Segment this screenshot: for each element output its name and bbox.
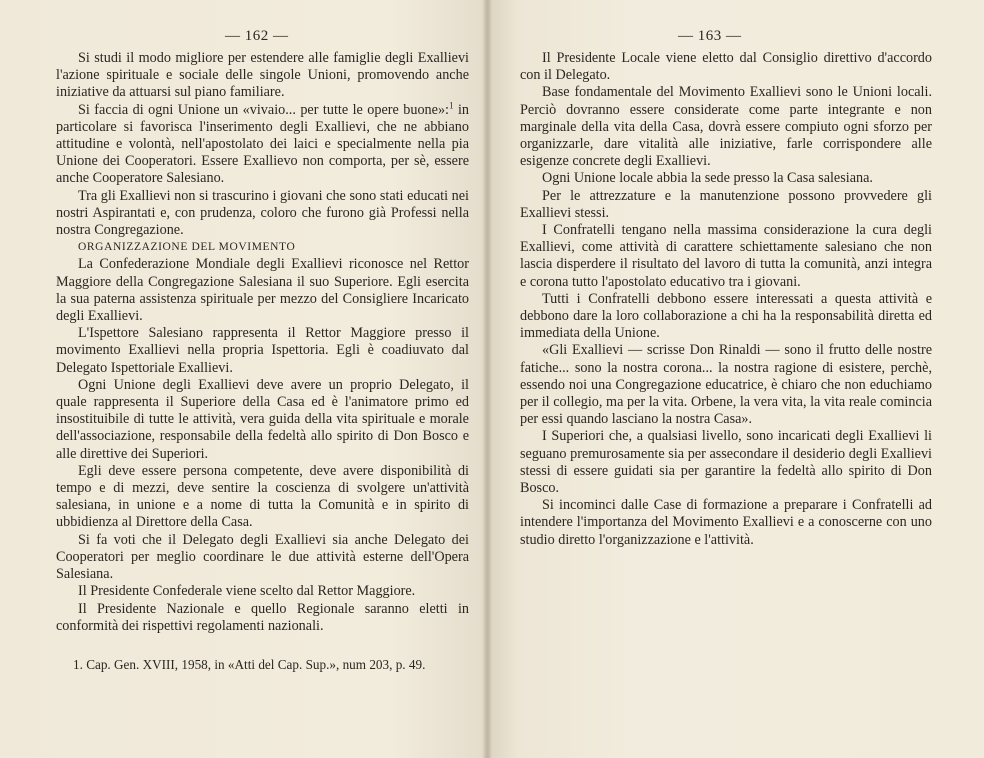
paragraph: Si fa voti che il Delegato degli Exallievi sia anche Delegato dei Cooperatori per meglio coordinare le due attività esterne dell'Opera Salesiana. [56, 531, 469, 583]
paragraph: «Gli Exallievi — scrisse Don Rinaldi — sono il frutto delle nostre fatiche... sono la nostra corona... la nostra ragione di esistere, perchè, essendo noi una Congregazione educatrice, è chiaro che non educhiamo per il collegio, ma per la vita. Orbene, la vera vita, la vita reale comincia per essi quando lasciano la nostra Casa». [520, 342, 932, 428]
paragraph: Ogni Unione locale abbia la sede presso la Casa salesiana. [542, 170, 873, 187]
section-heading: ORGANIZZAZIONE DEL MOVIMENTO [78, 241, 296, 254]
paragraph: Il Presidente Locale viene eletto dal Consiglio direttivo d'accordo con il Delegato. [520, 50, 932, 84]
paragraph: Il Presidente Nazionale e quello Regionale saranno eletti in conformità dei rispettivi regolamenti nazionali. [56, 600, 469, 634]
footnote: 1. Cap. Gen. XVIII, 1958, in «Atti del Cap. Sup.», num 203, p. 49. [73, 657, 426, 672]
paragraph: Si studi il modo migliore per estendere alle famiglie degli Exallievi l'azione spirituale e sociale delle singole Unioni, promovendo anche iniziative da attuarsi sul piano familiare. [56, 50, 469, 101]
footnote-reference: 1 [448, 99, 454, 110]
right-page [488, 0, 984, 758]
paragraph: Si incominci dalle Case di formazione a preparare i Confratelli ad intendere l'importanza del Movimento Exallievi e a conoscerne con uno studio diretto l'organizzazione e l'attività. [520, 497, 932, 548]
paragraph: Ogni Unione degli Exallievi deve avere un proprio Delegato, il quale rappresenta il Superiore della Casa ed è l'animatore primo ed insostituibile di tutte le attività, vera guida della vita spirituale e morale dell'associazione, responsabile della fedeltà allo spirito di Don Bosco e alle direttive dei Superiori. [56, 376, 469, 462]
page-number-right: — 163 — [678, 28, 742, 44]
paragraph: Tra gli Exallievi non si trascurino i giovani che sono stati educati nei nostri Aspirantati e, con prudenza, coloro che furono già Professi nella nostra Congregazione. [56, 187, 469, 239]
paragraph: La Confederazione Mondiale degli Exallievi riconosce nel Rettor Maggiore della Congregazione Salesiana il suo Superiore. Egli esercita la sua paterna assistenza spirituale per mezzo del Consigliere Incaricato degli Exallievi. [56, 256, 469, 325]
page-number-left: — 162 — [225, 28, 289, 44]
paragraph: Egli deve essere persona competente, deve avere disponibilità di tempo e di mezzi, deve sentire la coscienza di svolgere un'attività salesiana, in unione e a nome di tutta la Comunità e in spirito di ubbidienza al Direttore della Casa. [56, 462, 469, 531]
paragraph: I Confratelli tengano nella massima considerazione la cura degli Exallievi, come attività di carattere schiettamente salesiano che non lascia disperdere il risultato del lavoro di tutta la comunità, anzi integra e corona tutto l'apostolato educativo tra i giovani. [520, 222, 932, 290]
paragraph: Base fondamentale del Movimento Exallievi sono le Unioni locali. Perciò dovranno essere considerate come parte integrante e non marginale della vita della Casa, dovrà essere compiuto ogni sforzo per organizzarle, dare vitalità alle iniziative, farle corrispondere alle esigenze concrete degli Exallievi. [520, 84, 932, 170]
paragraph-with-footnote-ref [56, 99, 469, 188]
paragraph: Per le attrezzature e la manutenzione possono provvedere gli Exallievi stessi. [520, 187, 932, 221]
left-page-text [56, 50, 469, 635]
book-gutter [482, 0, 492, 758]
right-page-text [520, 50, 932, 549]
paragraph-text: Si faccia di ogni Unione un «vivaio... per tutte le opere buone»: [78, 101, 449, 118]
paragraph-text: in particolare si favorisca l'inserimento degli Exallievi, che ne abbiano attitudine e volontà, nell'apostolato dei laici e specialmente nella pia Unione dei Cooperatori. Essere Exallievo non comporta, per sè, essere anche Cooperatore Salesiano. [56, 101, 469, 187]
paragraph: Tutti i Confratelli debbono essere interessati a questa attività e debbono dare la loro collaborazione a chi ha la responsabilità diretta ed immediata della Unione. [520, 290, 932, 342]
left-page [0, 0, 488, 758]
paragraph: L'Ispettore Salesiano rappresenta il Rettor Maggiore presso il movimento Exallievi nella propria Ispettoria. Egli è coadiuvato dal Delegato Ispettoriale Exallievi. [56, 325, 469, 376]
paragraph: Il Presidente Confederale viene scelto dal Rettor Maggiore. [78, 583, 416, 600]
paragraph: I Superiori che, a qualsiasi livello, sono incaricati degli Exallievi li seguano premurosamente sia per assecondare il desiderio degli Exallievi stessi di essere guidati sia per garantire la fedeltà allo spirito di Don Bosco. [520, 428, 932, 497]
